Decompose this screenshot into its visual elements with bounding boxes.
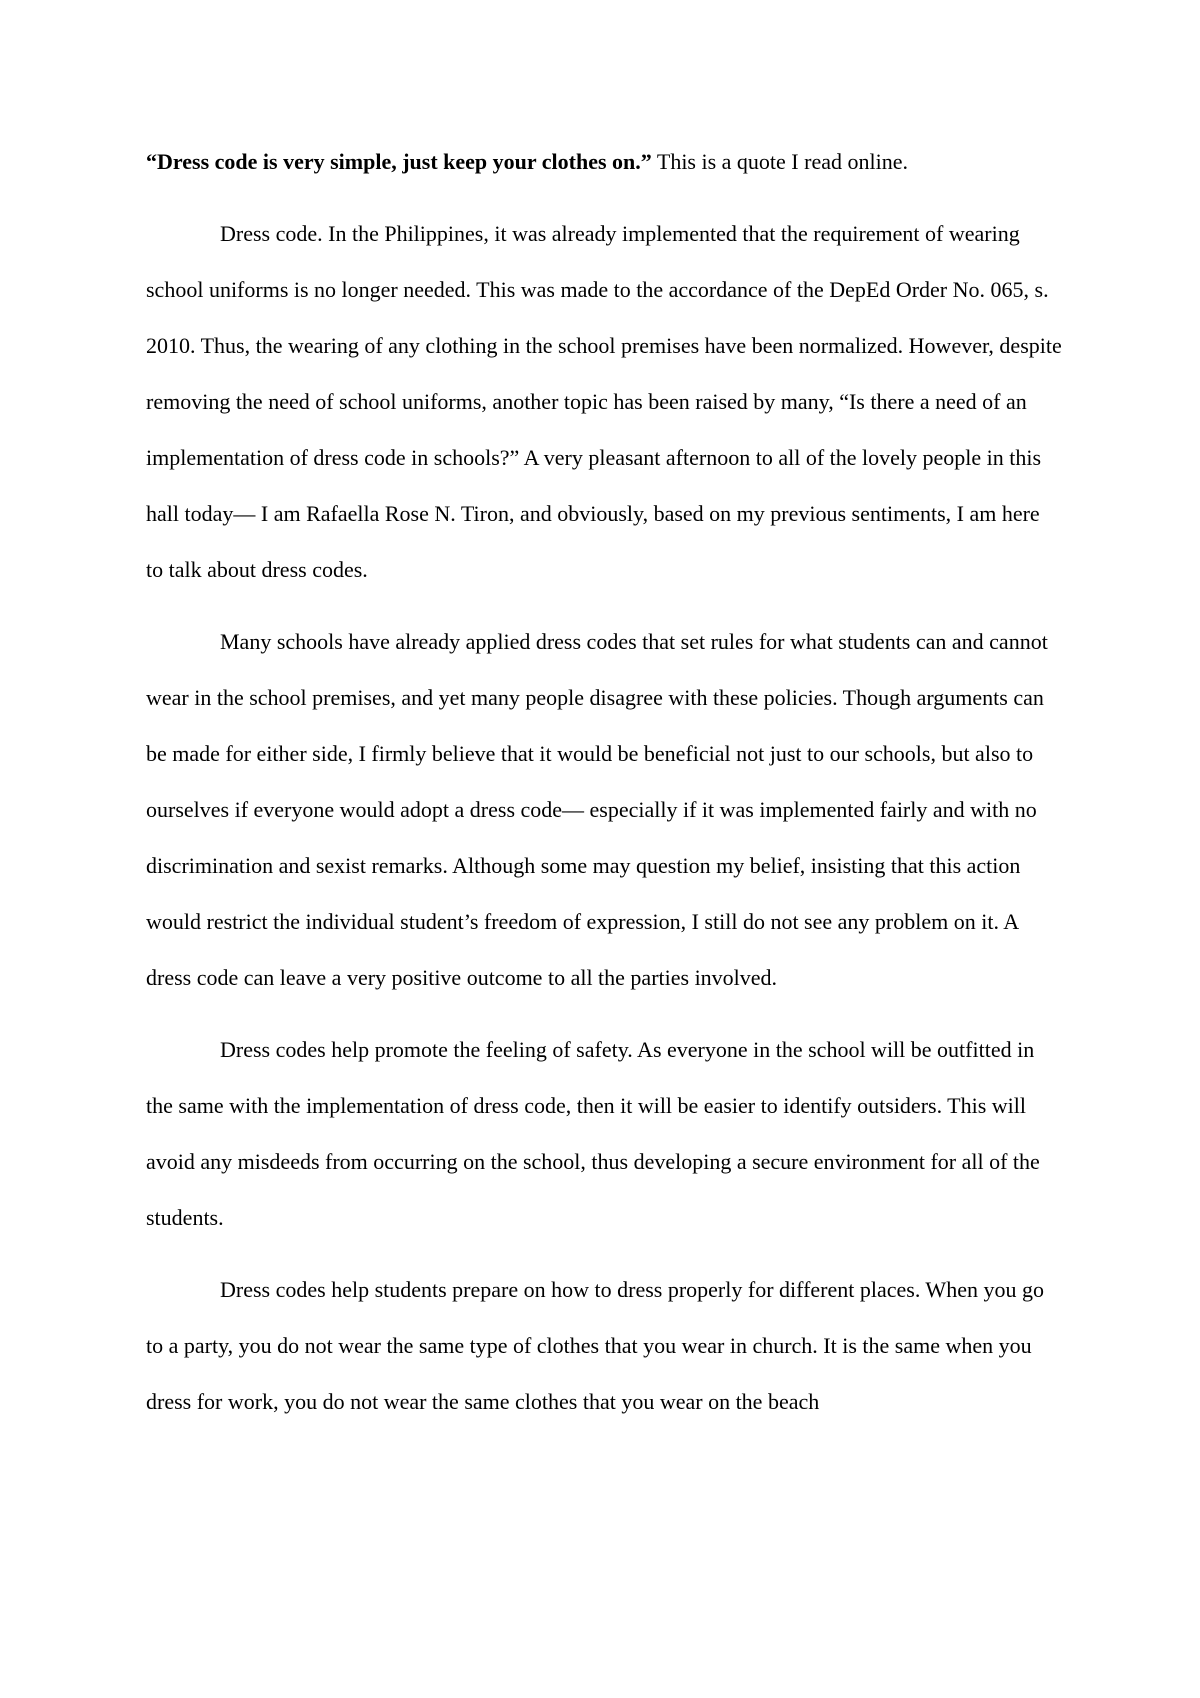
paragraph-dress-properly: Dress codes help students prepare on how to dress properly for different places. When you go to a party, you do not wear the same type of clothes that you wear in church. It is the same when you dress for work, you do not wear the same clothes that you wear on the beach [146, 1277, 1044, 1414]
opening-quote-bold: “Dress code is very simple, just keep your clothes on.” [146, 149, 652, 174]
paragraph-safety: Dress codes help promote the feeling of safety. As everyone in the school will be outfitted in the same with the implementation of dress code, then it will be easier to identify outsiders. This will avoid any misdeeds from occurring on the school, thus developing a secure environment for all of the students. [146, 1037, 1040, 1230]
paragraph-dress-code-belief: Many schools have already applied dress codes that set rules for what students can and cannot wear in the school premises, and yet many people disagree with these policies. Though arguments can be made for either side, I firmly believe that it would be beneficial not just to our schools, but also to ourselves if everyone would adopt a dress code— especially if it was implemented fairly and with no discrimination and sexist remarks. Although some may question my belief, insisting that this action would restrict the individual student’s freedom of expression, I still do not see any problem on it. A dress code can leave a very positive outcome to all the parties involved. [146, 629, 1048, 990]
document-body [146, 134, 1062, 1446]
paragraph-dress-code-intro: Dress code. In the Philippines, it was already implemented that the requirement of wearing school uniforms is no longer needed. This was made to the accordance of the DepEd Order No. 065, s. 2010. Thus, the wearing of any clothing in the school premises have been normalized. However, despite removing the need of school uniforms, another topic has been raised by many, “Is there a need of an implementation of dress code in schools?” A very pleasant afternoon to all of the lovely people in this hall today— I am Rafaella Rose N. Tiron, and obviously, based on my previous sentiments, I am here to talk about dress codes. [146, 221, 1062, 582]
opening-quote-line [146, 134, 1062, 190]
opening-quote-trailing: This is a quote I read online. [651, 149, 908, 174]
